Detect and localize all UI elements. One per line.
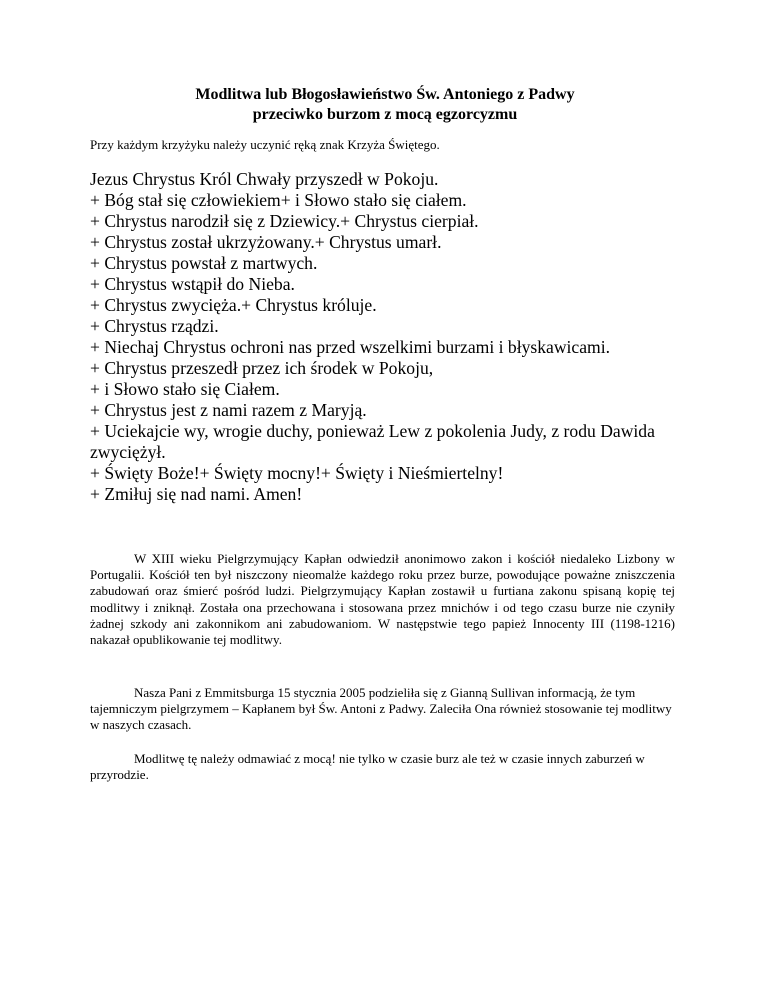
prayer-text (90, 169, 690, 505)
usage-paragraph (90, 751, 675, 783)
revelation-paragraph (90, 685, 675, 734)
prayer-line: + Niechaj Chrystus ochroni nas przed wszelkimi burzami i błyskawicami. (90, 337, 611, 357)
prayer-line: + i Słowo stało się Ciałem. (90, 379, 280, 399)
prayer-line: + Zmiłuj się nad nami. Amen! (90, 484, 303, 504)
prayer-line: + Chrystus przeszedł przez ich środek w Pokoju, (90, 358, 434, 378)
revelation-paragraph-text: Nasza Pani z Emmitsburga 15 stycznia 2005 podzieliła się z Gianną Sullivan informacją, że tym tajemniczym pielgrzymem – Kapłanem był Św. Antoni z Padwy. Zaleciła Ona również stosowanie tej modlitwy w naszych czasach. (90, 685, 672, 733)
cross-instruction: Przy każdym krzyżyku należy uczynić ręką znak Krzyża Świętego. (90, 137, 440, 152)
prayer-line: + Uciekajcie wy, wrogie duchy, ponieważ Lew z pokolenia Judy, z rodu Dawida zwyciężył. (90, 421, 655, 462)
history-paragraph (90, 551, 675, 648)
title-line-2: przeciwko burzom z mocą egzorcyzmu (252, 106, 518, 123)
prayer-line: + Chrystus został ukrzyżowany.+ Chrystus umarł. (90, 232, 442, 252)
document-title (90, 85, 680, 125)
prayer-line: + Chrystus zwycięża.+ Chrystus króluje. (90, 295, 377, 315)
prayer-line: + Chrystus powstał z martwych. (90, 253, 318, 273)
usage-paragraph-text: Modlitwę tę należy odmawiać z mocą! nie tylko w czasie burz ale też w czasie innych zaburzeń w przyrodzie. (90, 751, 645, 783)
title-line-1: Modlitwa lub Błogosławieństwo Św. Antoniego z Padwy (195, 86, 575, 103)
prayer-line: + Święty Boże!+ Święty mocny!+ Święty i Nieśmiertelny! (90, 463, 504, 483)
prayer-line: + Chrystus rządzi. (90, 316, 219, 336)
prayer-line: Jezus Chrystus Król Chwały przyszedł w Pokoju. (90, 169, 439, 189)
history-paragraph-text: W XIII wieku Pielgrzymujący Kapłan odwiedził anonimowo zakon i kościół niedaleko Lizbony w Portugalii. Kościół ten był niszczony nieomalże każdego roku przez burze, powodujące poważne zniszczenia zabudowań oraz śmierć pośród ludzi. Pielgrzymujący Kapłan zostawił u furtiana zakonu spisaną kopię tej modlitwy i zniknął. Została ona przechowana i stosowana przez mnichów i od tego czasu burze nie czyniły żadnej szkody ani zakonnikom ani zabudowaniom. W następstwie tego papież Innocenty III (1198-1216) nakazał opublikowanie tej modlitwy. (90, 551, 675, 648)
prayer-line: + Chrystus jest z nami razem z Maryją. (90, 400, 367, 420)
prayer-line: + Bóg stał się człowiekiem+ i Słowo stało się ciałem. (90, 190, 467, 210)
prayer-line: + Chrystus narodził się z Dziewicy.+ Chrystus cierpiał. (90, 211, 479, 231)
prayer-line: + Chrystus wstąpił do Nieba. (90, 274, 295, 294)
